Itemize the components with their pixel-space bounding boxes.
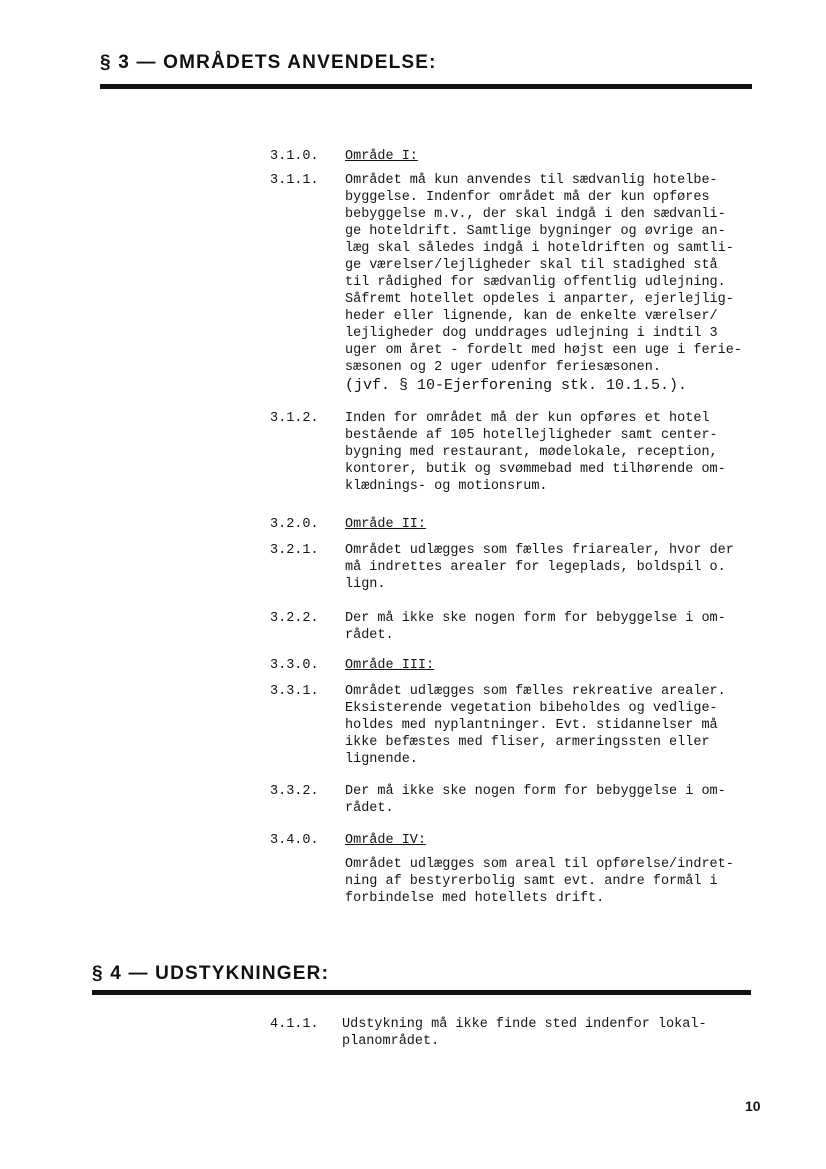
clause-text: Udstykning må ikke finde sted indenfor lokal- planområdet.: [342, 1017, 707, 1049]
clause-number: 3.3.1.: [270, 684, 319, 699]
clause-text: Området udlægges som fælles friarealer, hvor der må indrettes arealer for legeplads, boldspil o. lign.: [345, 543, 734, 592]
clause-3-1-0: [270, 148, 810, 165]
clause-3-1-2: [270, 410, 810, 495]
area-heading-2: Område II:: [345, 517, 427, 532]
area-heading-3: Område III:: [345, 658, 435, 673]
clause-number: 3.2.2.: [270, 611, 319, 626]
clause-3-2-2: [270, 610, 810, 644]
page-number: 10: [745, 1098, 761, 1114]
clause-3-3-0: [270, 657, 810, 674]
clause-text: Området udlægges som fælles rekreative arealer. Eksisterende vegetation bibeholdes og vedlige- holdes med nyplantninger. Evt. stidannelser må ikke befæstes med fliser, armeringssten eller lignende.: [345, 684, 726, 767]
clause-3-4-0-text: [270, 856, 810, 907]
clause-number: 4.1.1.: [270, 1017, 319, 1032]
section-3-rule: [100, 84, 752, 89]
clause-3-2-0: [270, 516, 810, 533]
clause-number: 3.2.0.: [270, 517, 319, 532]
clause-text: Der må ikke ske nogen form for bebyggelse i om- rådet.: [345, 611, 726, 643]
section-4-heading: § 4 — UDSTYKNINGER:: [92, 963, 330, 984]
clause-3-3-2: [270, 783, 810, 817]
clause-text: Inden for området må der kun opføres et hotel bestående af 105 hotellejligheder samt center- bygning med restaurant, mødelokale, reception, kontorer, butik og svømmebad med tilhørende om- klædnings- og motionsrum.: [345, 411, 726, 494]
clause-text: Der må ikke ske nogen form for bebyggelse i om- rådet.: [345, 784, 726, 816]
clause-text: Området udlægges som areal til opførelse/indret- ning af bestyrerbolig samt evt. andre formål i forbindelse med hotellets drift.: [345, 857, 734, 906]
clause-3-4-0: [270, 832, 810, 849]
clause-reference: (jvf. § 10-Ejerforening stk. 10.1.5.).: [345, 377, 688, 394]
clause-number: 3.1.1.: [270, 173, 319, 188]
clause-4-1-1: [270, 1016, 810, 1050]
area-heading-1: Område I:: [345, 149, 418, 164]
clause-text: Området må kun anvendes til sædvanlig hotelbe- byggelse. Indenfor området må der kun opføres bebyggelse m.v., der skal indgå i den sædvanli- ge hoteldrift. Samtlige bygninger og øvrige an- læg skal således indgå i hoteldriften og samtli- ge værelser/lejligheder skal til stadighed stå til rådighed for sædvanlig offentlig udlejning. Såfremt hotellet opdeles i anparter, ejerlejlig- heder eller lignende, kan de enkelte værelser/ lejligheder dog unddrages udlejning i indtil 3 uger om året - fordelt med højst een uge i ferie- sæsonen og 2 uger udenfor feriesæsonen.: [345, 173, 742, 375]
clause-3-2-1: [270, 542, 810, 593]
section-4-rule: [92, 990, 751, 995]
clause-number: 3.2.1.: [270, 543, 319, 558]
clause-number: 3.1.2.: [270, 411, 319, 426]
clause-3-1-1: [270, 172, 810, 396]
clause-number: 3.1.0.: [270, 149, 319, 164]
section-3-heading: § 3 — OMRÅDETS ANVENDELSE:: [100, 52, 437, 73]
area-heading-4: Område IV:: [345, 833, 427, 848]
clause-3-3-1: [270, 683, 810, 768]
clause-number: 3.3.0.: [270, 658, 319, 673]
clause-number: 3.3.2.: [270, 784, 319, 799]
clause-number: 3.4.0.: [270, 833, 319, 848]
